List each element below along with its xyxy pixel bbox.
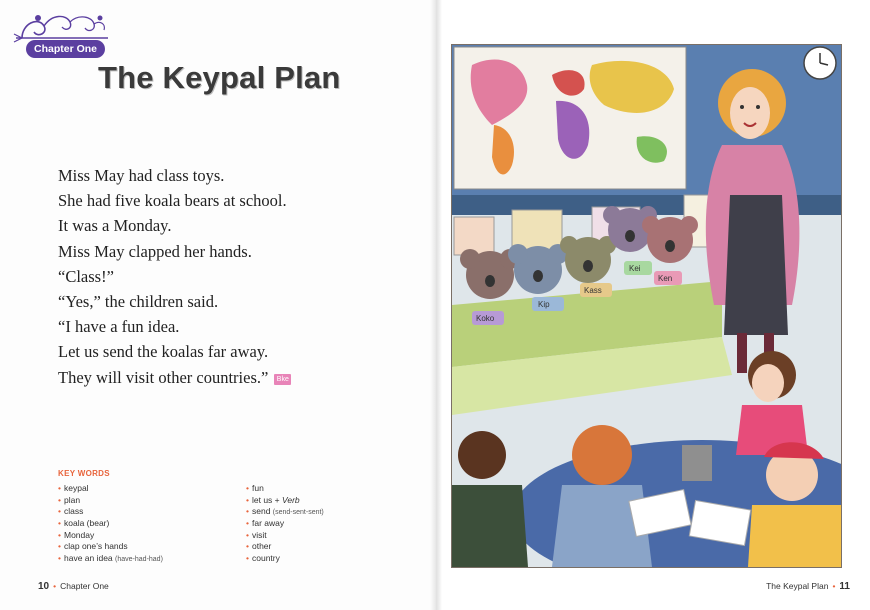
keyword-text: fun: [251, 483, 264, 493]
bullet-icon: •: [58, 518, 61, 529]
story-line: It was a Monday.: [58, 216, 172, 236]
keyword-item: [246, 483, 324, 495]
bullet-icon: •: [58, 541, 61, 552]
keyword-text: visit: [251, 529, 267, 540]
keyword-item: [246, 506, 324, 518]
keyword-text: other: [251, 541, 272, 552]
story-line: “Class!”: [58, 266, 114, 286]
bullet-icon: •: [58, 506, 61, 517]
running-head: The Keypal Plan: [766, 581, 829, 591]
keyword-item: [58, 541, 163, 553]
story-line: “I have a fun idea.: [58, 317, 180, 337]
story-line: Miss May had class toys.: [58, 166, 225, 185]
bullet-icon: •: [58, 553, 61, 564]
classroom-illustration: [451, 44, 842, 568]
keyword-text: plan: [63, 494, 81, 505]
story-line: Let us send the koalas far away.: [58, 342, 269, 362]
keywords-list-left: [58, 483, 163, 565]
page-footer-left: [38, 581, 109, 592]
keyword-item: [58, 495, 163, 507]
story-line: They will visit other countries.”: [58, 367, 269, 387]
world-map: [454, 47, 686, 189]
keyword-text: send: [251, 506, 271, 517]
bullet-icon: •: [246, 494, 249, 505]
bullet-icon: •: [832, 581, 836, 591]
bullet-icon: •: [246, 529, 249, 540]
keyword-item: [246, 530, 324, 542]
keyword-item: [246, 518, 324, 530]
book-gutter: [430, 0, 442, 610]
bullet-icon: •: [246, 483, 249, 493]
story-line: Miss May clapped her hands.: [58, 241, 252, 261]
keyword-note: (have-had-had): [115, 556, 163, 564]
keyword-text: Monday: [63, 529, 95, 540]
keyword-item: [58, 530, 163, 542]
koala-tag: Kei: [629, 264, 641, 273]
keyword-text: clap one’s hands: [63, 541, 128, 552]
koala-tag: Koko: [476, 314, 495, 323]
bullet-icon: •: [58, 483, 61, 493]
koala-tag: Kip: [538, 300, 550, 309]
story-line-last: [58, 365, 388, 390]
keyword-item: [246, 495, 324, 507]
keyword-item: [58, 518, 163, 530]
koala-tag: Ken: [658, 274, 673, 283]
page-title: The Keypal Plan: [98, 60, 341, 95]
story-text: [58, 163, 388, 390]
page-number: 11: [839, 581, 850, 592]
running-head: Chapter One: [60, 581, 109, 591]
keyword-note: Verb: [282, 494, 300, 505]
keyword-text: let us +: [251, 494, 282, 505]
story-line: She had five koala bears at school.: [58, 191, 287, 211]
keywords-heading: KEY WORDS: [58, 469, 110, 478]
koala-tag: Kass: [584, 286, 602, 295]
bullet-icon: •: [246, 506, 249, 517]
keyword-item: [58, 506, 163, 518]
keyword-text: country: [251, 553, 280, 564]
keyword-text: class: [63, 506, 84, 517]
bullet-icon: •: [246, 553, 249, 564]
keyword-text: far away: [251, 518, 285, 529]
keyword-text: keypal: [63, 483, 89, 493]
bullet-icon: •: [53, 581, 57, 591]
keyword-text: have an idea: [63, 553, 113, 564]
end-mark-icon: Bke: [274, 374, 291, 385]
bullet-icon: •: [58, 529, 61, 540]
bullet-icon: •: [246, 518, 249, 529]
keyword-item: [58, 553, 163, 565]
page-number: 10: [38, 581, 50, 592]
page-footer-right: [766, 581, 850, 592]
bullet-icon: •: [246, 541, 249, 552]
chapter-badge: Chapter One: [26, 40, 105, 58]
keyword-item: [58, 483, 163, 495]
bullet-icon: •: [58, 494, 61, 505]
keywords-list-right: [246, 483, 324, 565]
keyword-text: koala (bear): [63, 518, 110, 529]
keyword-note: (send-sent-sent): [272, 509, 324, 517]
keyword-item: [246, 553, 324, 565]
story-line: “Yes,” the children said.: [58, 291, 219, 311]
keyword-item: [246, 541, 324, 553]
